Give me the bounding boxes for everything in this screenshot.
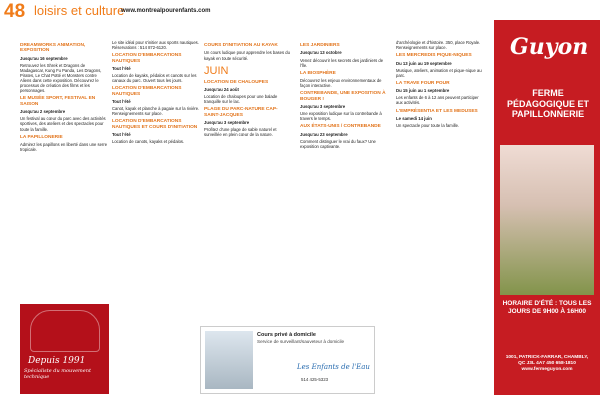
ad-hours: HORAIRE D'ÉTÉ : TOUS LES JOURS DE 9H00 À 16H00	[502, 300, 592, 315]
page-header	[0, 0, 600, 22]
event-title: PLAGE DU PARC-NATURE CAP-SAINT-JACQUES	[204, 107, 278, 118]
event-description: Un festival au cœur du parc avec des activités sportives, des ateliers et des spectacles pour toute la famille.	[20, 116, 106, 132]
event-title: CONTREBANDE, UNE EXPOSITION À BOUGER !	[300, 91, 386, 102]
event-date: Le samedi 14 juin	[396, 115, 432, 121]
article-column-5	[396, 40, 485, 130]
ad-address: 1001, PATRICK-FARRAR, CHAMBLY, QC J3L 4A7 450 658-1810 www.fermeguyon.com	[505, 355, 589, 372]
event-title: LE MUSÉE SPORT, FESTIVAL EN SAISON	[20, 96, 96, 107]
event-title: DREAMWORKS ANIMATION, EXPOSITION	[20, 43, 86, 54]
ad-title: Cours privé à domicile	[257, 332, 316, 338]
event-title: LA TRAVE FOUR POUR	[396, 80, 450, 86]
event-description: d'archéologie et d'histoire. 350, place Royale. Renseignements sur place.	[396, 40, 481, 51]
event-date: Tout l'été	[112, 99, 131, 105]
event-title: LOCATION D'EMBARCATIONS NAUTIQUES	[112, 53, 182, 64]
event-title: LOCATION D'EMBARCATIONS NAUTIQUES	[112, 86, 182, 97]
event-date: Du 15 juin au 1 septembre	[396, 88, 450, 94]
event-description: Venez découvrir les secrets des jardiniers de l'Île.	[300, 57, 384, 68]
article-column-3	[204, 40, 293, 139]
ad-image	[500, 145, 594, 295]
event-date: Jusqu'au 23 septembre	[300, 131, 348, 137]
event-description: Un spectacle pour toute la famille.	[396, 123, 460, 129]
event-date: Du 13 juin au 19 septembre	[396, 60, 452, 66]
event-title: LES MERCREDIS PIQUE-NIQUES	[396, 53, 472, 59]
page-number: 48	[4, 1, 26, 22]
event-title: L'EMPRÉSENTIA ET LES MEDUSES	[396, 108, 478, 114]
ad-image	[30, 310, 100, 352]
ad-phone: 514 425-5323	[301, 377, 329, 382]
ad-subtitle: Service de surveillant/sauveteur à domicile	[257, 339, 345, 344]
event-date: Tout l'été	[112, 66, 131, 71]
event-description: Profitez d'une plage de sable naturel et surveillée en plein cœur de la nature.	[204, 127, 277, 138]
event-date: Tout l'été	[112, 132, 131, 138]
advertisement-middle[interactable]	[200, 326, 375, 394]
event-title: LA BIOSPHÈRE	[300, 70, 336, 76]
article-column-2	[112, 40, 201, 146]
ad-tagline: Spécialiste du mouvement technique	[24, 368, 91, 380]
ad-brand: Guyon	[510, 34, 589, 60]
ad-since: Depuis 1991	[28, 356, 86, 366]
event-description: Location de kayaks, pédalos et canots sur les canaux du parc. Ouvert tous les jours.	[112, 73, 197, 84]
event-description: Comment distinguer le vrai du faux? Une exposition captivante.	[300, 138, 376, 149]
event-description: Une exposition ludique sur la contrebande à travers le temps.	[300, 111, 382, 122]
month-heading: JUIN	[204, 64, 229, 77]
event-description: Retrouvez les Shrek et Dragons de Madagascar, Kung Fu Panda, Les Dragons, Pirates, Le Chat Potté et Monsters contre Aliens dans cette exposition. Découvrez le processus de création des films et les personnages.	[20, 62, 102, 94]
article-column-4	[300, 40, 389, 151]
event-description: Admirez les papillons en liberté dans une serre tropicale.	[20, 142, 108, 153]
article-column-1	[20, 40, 109, 154]
event-date: Jusqu'au 16 septembre	[20, 55, 68, 61]
event-title: LOCATION DE CHALOUPES	[204, 79, 269, 85]
event-title: LA PAPILLONERIE	[20, 134, 63, 140]
event-title: AUX ÉTATS-UNIS / CONTREBANDE	[300, 124, 381, 130]
event-description: Musique, ateliers, animation et pique-nique au parc.	[396, 67, 482, 78]
event-date: Jusqu'au 13 octobre	[300, 50, 342, 56]
event-description: Location de canots, kayaks et pédalos.	[112, 139, 185, 145]
event-description: Les enfants de 6 à 12 ans peuvent participer aux activités.	[396, 95, 479, 106]
section-title: loisirs et culture	[34, 3, 125, 18]
event-date: Jusqu'au 24 août	[204, 87, 239, 92]
event-description: Le site idéal pour s'initier aux sports nautiques. Réservations : 514 872-6120.	[112, 40, 199, 51]
event-title: LOCATION D'EMBARCATIONS NAUTIQUES ET COURS D'INITIATION	[112, 119, 198, 130]
event-date: Jusqu'au 3 septembre	[300, 104, 346, 110]
event-description: Location de chaloupes pour une balade tranquille sur le lac.	[204, 94, 278, 105]
event-description: Un cours ludique pour apprendre les bases du kayak en toute sécurité.	[204, 50, 290, 61]
event-title: COURS D'INITIATION AU KAYAK	[204, 43, 278, 48]
website-link[interactable]: www.montrealpourenfants.com	[121, 8, 211, 14]
advertisement-left[interactable]	[20, 304, 109, 394]
event-date: Jusqu'au 2 septembre	[20, 109, 66, 115]
ad-tagline: FERME PÉDAGOGIQUE ET PAPILLONNERIE	[506, 88, 589, 119]
event-description: Canot, kayak et planche à pagaie sur la rivière. Renseignements sur place.	[112, 106, 200, 117]
event-description: Découvrez les enjeux environnementaux de façon interactive.	[300, 78, 382, 89]
event-title: LES JARDINIERS	[300, 43, 340, 48]
event-date: Jusqu'au 3 septembre	[204, 120, 250, 126]
ad-image	[205, 331, 253, 389]
advertisement-right[interactable]	[494, 20, 600, 395]
ad-logo: Les Enfants de l'Eau	[297, 363, 370, 371]
